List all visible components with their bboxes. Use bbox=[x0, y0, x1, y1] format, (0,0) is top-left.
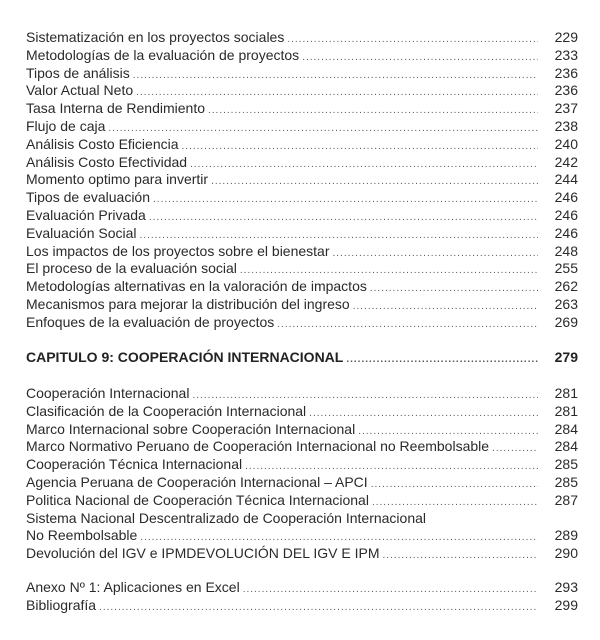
entry-title: Análisis Costo Efectividad bbox=[26, 153, 188, 170]
entry-title: Tipos de análisis bbox=[26, 64, 130, 81]
entry-title: Cooperación Internacional bbox=[26, 385, 190, 401]
entry-title: Mecanismos para mejorar la distribución del ingreso bbox=[26, 295, 350, 312]
entry-title: Marco Normativo Peruano de Cooperación Internacional no Reembolsable bbox=[26, 438, 490, 455]
dot-leader bbox=[492, 440, 538, 458]
toc-entry bbox=[26, 243, 578, 261]
toc-entry bbox=[26, 474, 578, 492]
toc-section-evaluacion bbox=[26, 29, 578, 332]
toc-entry bbox=[26, 421, 578, 439]
entry-title: Metodologías de la evaluación de proyectos bbox=[26, 46, 300, 63]
toc-entry bbox=[26, 597, 578, 615]
entry-page: 229 bbox=[554, 29, 578, 45]
dot-leader bbox=[182, 138, 538, 156]
entry-title: Evaluación Privada bbox=[26, 206, 146, 223]
entry-title: Enfoques de la evaluación de proyectos bbox=[26, 313, 275, 330]
dot-leader bbox=[370, 280, 538, 298]
chapter-title: CAPITULO 9: COOPERACIÓN INTERNACIONAL bbox=[26, 349, 344, 365]
entry-page: 242 bbox=[554, 153, 578, 170]
entry-title: Tipos de evaluación bbox=[26, 189, 151, 206]
entry-title: Bibliografía bbox=[26, 596, 97, 613]
entry-page: 233 bbox=[554, 46, 578, 63]
toc-entry bbox=[26, 225, 578, 243]
toc-entry bbox=[26, 189, 578, 207]
entry-title: Análisis Costo Eficiencia bbox=[26, 135, 179, 152]
toc-entry bbox=[26, 136, 578, 154]
toc-entry bbox=[26, 456, 578, 474]
entry-page: 285 bbox=[554, 456, 578, 473]
toc-entry bbox=[26, 260, 578, 278]
entry-title: Flujo de caja bbox=[26, 117, 106, 134]
entry-page: 237 bbox=[554, 100, 578, 117]
entry-title: Agencia Peruana de Cooperación Internacional – APCI bbox=[26, 473, 368, 490]
entry-title: Sistematización en los proyectos sociales bbox=[26, 29, 285, 45]
entry-page: 263 bbox=[554, 295, 578, 312]
entry-title: Evaluación Social bbox=[26, 224, 137, 241]
entry-page: 244 bbox=[554, 171, 578, 188]
toc-section-anexos bbox=[26, 579, 578, 615]
entry-page: 240 bbox=[554, 135, 578, 152]
entry-page: 284 bbox=[554, 438, 578, 455]
dot-leader bbox=[243, 581, 538, 599]
entry-title: El proceso de la evaluación social bbox=[26, 260, 237, 277]
entry-page: 255 bbox=[554, 260, 578, 277]
entry-title: Valor Actual Neto bbox=[26, 82, 134, 99]
toc-section-cooperacion bbox=[26, 385, 578, 510]
entry-page: 289 bbox=[554, 527, 578, 544]
entry-title: Los impactos de los proyectos sobre el bienestar bbox=[26, 242, 330, 259]
entry-page: 246 bbox=[554, 224, 578, 241]
entry-page: 290 bbox=[554, 545, 578, 562]
entry-title: Tasa Interna de Rendimiento bbox=[26, 100, 205, 117]
toc-entry bbox=[26, 118, 578, 136]
dot-leader bbox=[211, 173, 538, 191]
toc-entry bbox=[26, 579, 578, 597]
dot-leader bbox=[287, 31, 538, 49]
entry-title: Clasificación de la Cooperación Internacional bbox=[26, 402, 307, 419]
toc-entry bbox=[26, 47, 578, 65]
dot-leader bbox=[371, 476, 538, 494]
toc-chapter-9 bbox=[26, 349, 578, 367]
toc-entry bbox=[26, 438, 578, 456]
dot-leader bbox=[353, 298, 538, 316]
dot-leader bbox=[153, 191, 538, 209]
toc-entry bbox=[26, 278, 578, 296]
entry-page: 299 bbox=[554, 596, 578, 613]
toc-entry bbox=[26, 492, 578, 510]
entry-page: 248 bbox=[554, 242, 578, 259]
chapter-page: 279 bbox=[554, 349, 578, 365]
toc-entry-devolucion bbox=[26, 545, 578, 563]
dot-leader bbox=[190, 156, 538, 174]
entry-page: 236 bbox=[554, 64, 578, 81]
toc-entry bbox=[26, 207, 578, 225]
chapter-heading bbox=[26, 349, 578, 367]
entry-title: Politica Nacional de Cooperación Técnica Internacional bbox=[26, 491, 369, 508]
entry-page: 285 bbox=[554, 473, 578, 490]
entry-page: 281 bbox=[554, 385, 578, 401]
toc-entry bbox=[26, 385, 578, 403]
entry-title-line1: Sistema Nacional Descentralizado de Cooperación Internacional bbox=[26, 509, 427, 526]
toc-entry bbox=[26, 65, 578, 83]
dot-leader bbox=[333, 245, 539, 263]
entry-page: 281 bbox=[554, 402, 578, 419]
dot-leader bbox=[383, 547, 539, 565]
entry-page: 287 bbox=[554, 491, 578, 508]
entry-title: Marco Internacional sobre Cooperación Internacional bbox=[26, 420, 356, 437]
entry-title: Cooperación Técnica Internacional bbox=[26, 456, 243, 473]
toc-entry bbox=[26, 82, 578, 100]
entry-page: 269 bbox=[554, 313, 578, 330]
toc-entry bbox=[26, 403, 578, 421]
dot-leader bbox=[99, 599, 538, 617]
entry-page: 238 bbox=[554, 117, 578, 134]
entry-title-line2: No Reembolsable bbox=[26, 527, 138, 544]
entry-page: 246 bbox=[554, 189, 578, 206]
entry-page: 284 bbox=[554, 420, 578, 437]
dot-leader bbox=[149, 209, 538, 227]
dot-leader bbox=[133, 67, 538, 85]
toc-entry bbox=[26, 154, 578, 172]
entry-title: Momento optimo para invertir bbox=[26, 171, 209, 188]
toc-entry bbox=[26, 29, 578, 47]
dot-leader bbox=[302, 49, 538, 67]
entry-title: Anexo Nº 1: Aplicaciones en Excel bbox=[26, 579, 240, 595]
entry-title: Devolución del IGV e IPMDEVOLUCIÓN DEL IGV E IPM bbox=[26, 545, 380, 562]
dot-leader bbox=[346, 351, 538, 369]
toc-entry bbox=[26, 314, 578, 332]
entry-page: 236 bbox=[554, 82, 578, 99]
entry-title: Metodologías alternativas en la valoración de impactos bbox=[26, 278, 367, 295]
entry-page: 293 bbox=[554, 579, 578, 595]
toc-entry bbox=[26, 171, 578, 189]
toc-entry bbox=[26, 100, 578, 118]
toc-entry-sistema-nacional bbox=[26, 510, 578, 563]
dot-leader bbox=[208, 102, 538, 120]
entry-page: 262 bbox=[554, 278, 578, 295]
entry-page: 246 bbox=[554, 206, 578, 223]
dot-leader bbox=[277, 316, 538, 334]
toc-entry bbox=[26, 296, 578, 314]
